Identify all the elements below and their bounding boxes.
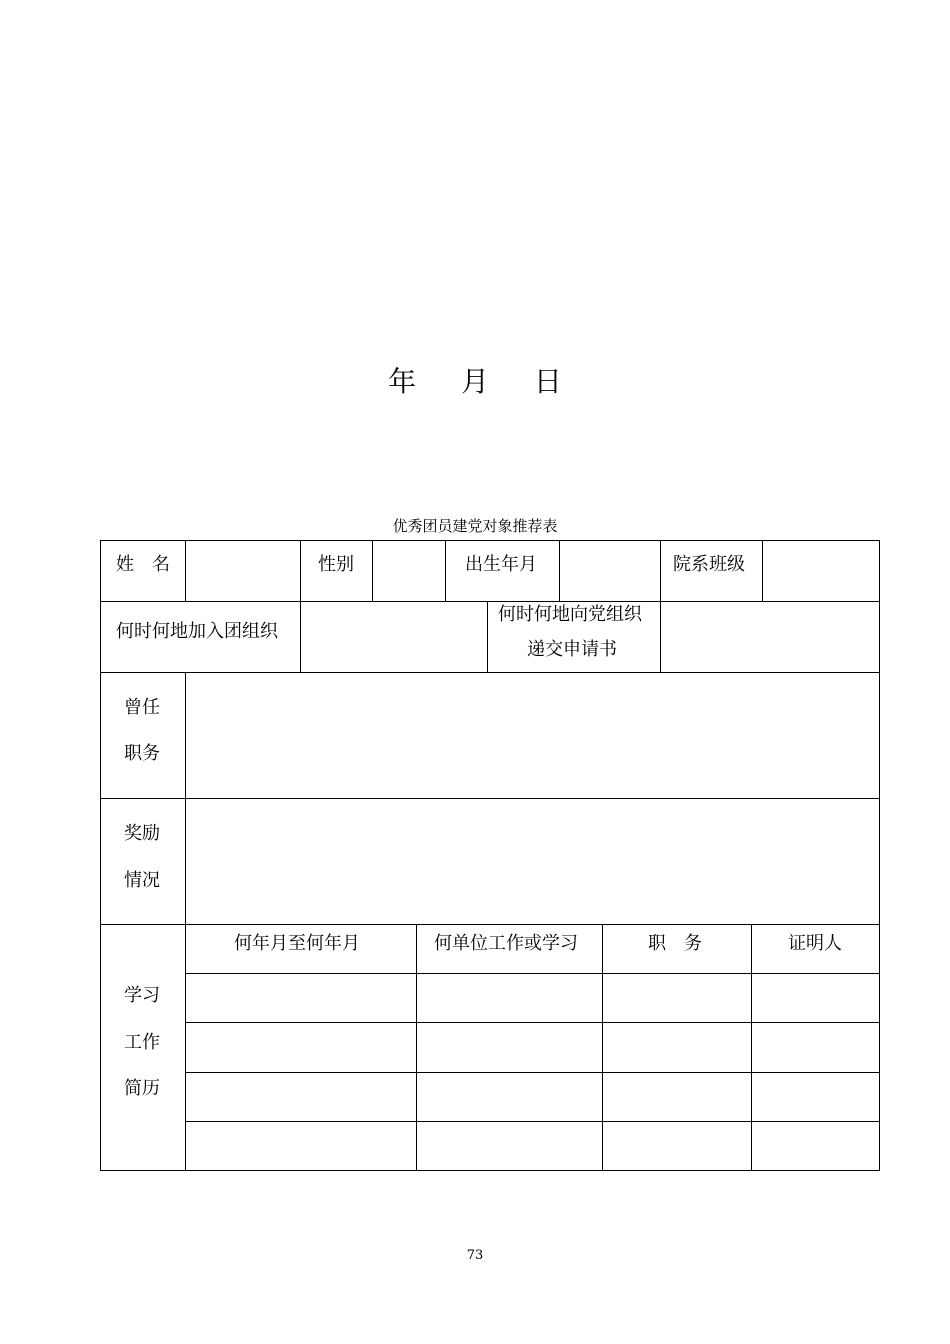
- form-title: 优秀团员建党对象推荐表: [392, 517, 558, 535]
- resume-position-field[interactable]: [603, 1122, 751, 1170]
- party-application-label-line2: 递交申请书: [527, 639, 617, 660]
- resume-period-field[interactable]: [186, 974, 416, 1022]
- resume-header-position: 职 务: [648, 933, 702, 954]
- page-number: 73: [466, 1248, 484, 1263]
- col-divider: [487, 601, 488, 673]
- resume-label-line1: 学习: [124, 985, 160, 1006]
- date-line: [0, 362, 950, 402]
- resume-referee-field[interactable]: [752, 1023, 879, 1072]
- table-border-left: [100, 540, 101, 1171]
- resume-referee-field[interactable]: [752, 1122, 879, 1170]
- resume-period-field[interactable]: [186, 1122, 416, 1170]
- col-divider: [445, 540, 446, 602]
- col-divider: [660, 540, 661, 602]
- gender-field[interactable]: [373, 541, 445, 601]
- positions-label-line1: 曾任: [124, 697, 160, 718]
- awards-label-line1: 奖励: [124, 823, 160, 844]
- resume-position-field[interactable]: [603, 1023, 751, 1072]
- resume-header-organization: 何单位工作或学习: [434, 933, 578, 954]
- name-field[interactable]: [186, 541, 300, 601]
- awards-field[interactable]: [186, 799, 879, 924]
- row-divider: [100, 924, 880, 925]
- resume-header-referee: 证明人: [788, 933, 842, 954]
- col-divider: [300, 540, 301, 602]
- table-border-bottom: [100, 1170, 880, 1171]
- department-class-label: 院系班级: [673, 554, 745, 575]
- resume-organization-field[interactable]: [417, 1122, 602, 1170]
- party-application-label-line1: 何时何地向党组织: [498, 604, 642, 625]
- resume-header-period: 何年月至何年月: [234, 933, 360, 954]
- name-label: 姓 名: [116, 554, 170, 575]
- resume-label-line3: 简历: [124, 1078, 160, 1099]
- resume-organization-field[interactable]: [417, 974, 602, 1022]
- resume-label-line2: 工作: [124, 1032, 160, 1053]
- resume-position-field[interactable]: [603, 1073, 751, 1121]
- department-class-field[interactable]: [763, 541, 879, 601]
- resume-position-field[interactable]: [603, 974, 751, 1022]
- join-league-label: 何时何地加入团组织: [116, 621, 278, 642]
- year-label: 年: [388, 365, 417, 398]
- resume-period-field[interactable]: [186, 1073, 416, 1121]
- month-label: 月: [460, 365, 489, 398]
- positions-label-line2: 职务: [124, 743, 160, 764]
- resume-period-field[interactable]: [186, 1023, 416, 1072]
- resume-referee-field[interactable]: [752, 974, 879, 1022]
- resume-organization-field[interactable]: [417, 1023, 602, 1072]
- positions-field[interactable]: [186, 673, 879, 798]
- party-application-field[interactable]: [661, 602, 879, 672]
- birth-date-label: 出生年月: [465, 554, 537, 575]
- birth-date-field[interactable]: [560, 541, 660, 601]
- table-border-right: [879, 540, 880, 1171]
- resume-organization-field[interactable]: [417, 1073, 602, 1121]
- resume-referee-field[interactable]: [752, 1073, 879, 1121]
- gender-label: 性别: [318, 554, 354, 575]
- day-label: 日: [533, 365, 562, 398]
- awards-label-line2: 情况: [124, 870, 160, 891]
- join-league-field[interactable]: [301, 602, 487, 672]
